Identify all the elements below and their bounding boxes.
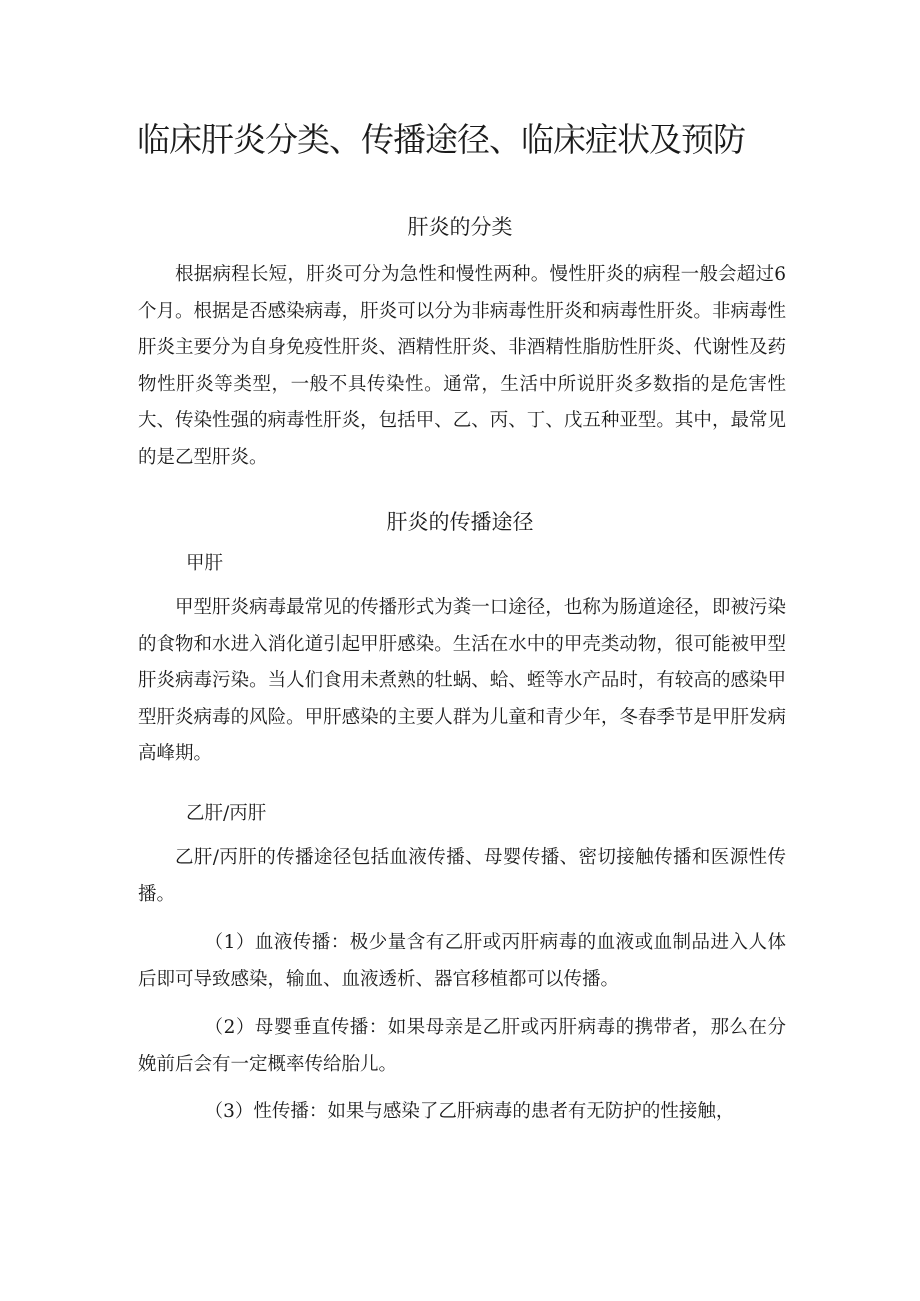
subheading-hepatitis-a: 甲肝 (186, 553, 224, 574)
hepatitis-bc-paragraph: 乙肝/丙肝的传播途径包括血液传播、母婴传播、密切接触传播和医源性传播。 (138, 847, 786, 905)
section-heading-transmission: 肝炎的传播途径 (386, 510, 534, 534)
transmission-item-mother-infant: （2）母婴垂直传播：如果母亲是乙肝或丙肝病毒的携带者，那么在分娩前后会有一定概率传给胎儿。 (138, 1017, 786, 1075)
hepatitis-a-paragraph: 甲型肝炎病毒最常见的传播形式为粪一口途径，也称为肠道途径，即被污染的食物和水进入消化道引起甲肝感染。生活在水中的甲壳类动物，很可能被甲型肝炎病毒污染。当人们食用未煮熟的牡蜗、蛤、蛭等水产品时，有较高的感染甲型肝炎病毒的风险。甲肝感染的主要人群为儿童和青少年，冬春季节是甲肝发病高峰期。 (138, 597, 786, 764)
classification-paragraph: 根据病程长短，肝炎可分为急性和慢性两种。慢性肝炎的病程一般会超过6个月。根据是否感染病毒，肝炎可以分为非病毒性肝炎和病毒性肝炎。非病毒性肝炎主要分为自身免疫性肝炎、酒精性肝炎、非酒精性脂肪性肝炎、代谢性及药物性肝炎等类型，一般不具传染性。通常，生活中所说肝炎多数指的是危害性大、传染性强的病毒性肝炎，包括甲、乙、丙、丁、戊五种亚型。其中，最常见的是乙型肝炎。 (138, 264, 786, 468)
transmission-item-blood: （1）血液传播：极少量含有乙肝或丙肝病毒的血液或血制品进入人体后即可导致感染，输血、血液透析、器官移植都可以传播。 (138, 932, 786, 990)
transmission-item-sexual: （3）性传播：如果与感染了乙肝病毒的患者有无防护的性接触， (204, 1101, 735, 1122)
page-title: 临床肝炎分类、传播途径、临床症状及预防 (137, 120, 745, 159)
subheading-hepatitis-bc: 乙肝/丙肝 (186, 803, 267, 824)
section-heading-classification: 肝炎的分类 (407, 215, 513, 239)
